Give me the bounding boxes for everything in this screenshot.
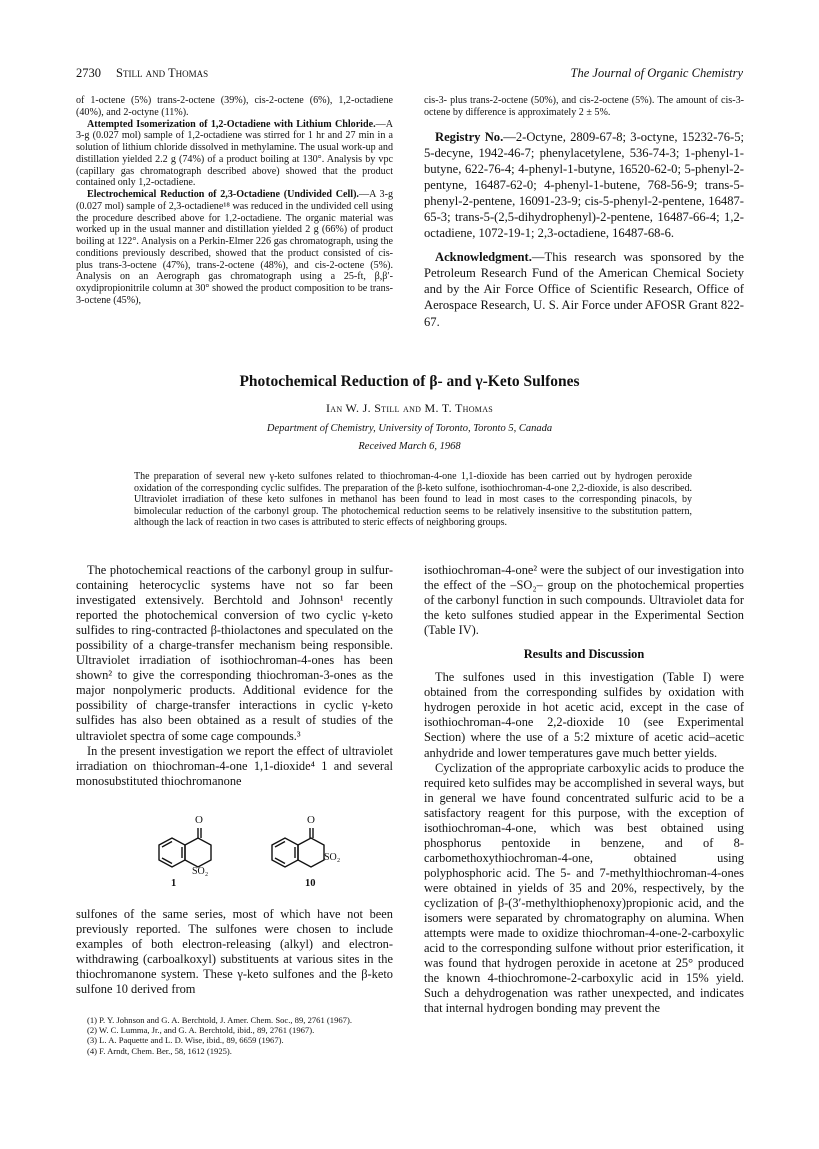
run-in-heading: Attempted Isomerization of 1,2-Octadiene with Lithium Chloride. (87, 118, 376, 130)
so2-label-10: SO₂ (324, 852, 341, 863)
sulfone-ring-1 (185, 838, 211, 867)
footnote: (4) F. Arndt, Chem. Ber., 58, 1612 (1925). (87, 1045, 232, 1056)
paragraph: In the present investigation we report the effect of ultraviolet irradiation on thiochroman-4-one 1,1-dioxide⁴ 1 and several monosubstituted thiochromanone (76, 743, 393, 788)
affiliation: Department of Chemistry, University of Toronto, Toronto 5, Canada (266, 423, 553, 434)
footnote: (2) W. C. Lumma, Jr., and G. A. Berchtold, ibid., 89, 2761 (1967). (87, 1025, 315, 1036)
paragraph-text: —2-Octyne, 2809-67-8; 3-octyne, 15232-76-5; 5-decyne, 1942-46-7; phenylacetylene, 536-74-3; 1-phenyl-1-butyne, 622-76-4; 4-phenyl-1-butyne, 16520-62-0; 5-phenyl-2-pentyne, 16487-62-0; 4-phenyl-1-butene, 768-56-9; trans-5-phenyl-2-pentene, 16091-23-9; cis-5-phenyl-2-pentene, 16487-65-3; trans-5-(2,5-dihydrophenyl)-2-pentene, 16487-66-4; 1,2-octadiene, 1072-19-1; 2,3-octadiene, 16487-68-6. (424, 129, 744, 241)
paragraph: cis-3- plus trans-2-octene (50%), and cis-2-octene (5%). The amount of cis-3-octene by difference is approximately 2 ± 5%. (424, 95, 744, 118)
chemical-structures (134, 814, 384, 889)
paragraph: of 1-octene (5%) trans-2-octene (39%), cis-2-octene (6%), 1,2-octadiene (40%), and 2-octyne (11%). (76, 95, 393, 118)
run-in-heading: Registry No. (435, 129, 504, 144)
carbonyl-o-label-10: O (307, 814, 315, 826)
run-in-heading: Acknowledgment. (435, 250, 532, 265)
prev-article-left-column (76, 95, 393, 307)
benzene-ring-10 (272, 838, 298, 867)
section-heading: Results and Discussion (523, 647, 645, 662)
paragraph-text: —A 3-g (0.027 mol) sample of 2,3-octadiene¹⁸ was reduced in the undivided cell using the procedure described above for 1,2-octadiene. The organic material was worked up in the usual manner and distillation yielded 2 g (66%) of product boiling at 122°. Analysis on a Perkin-Elmer 226 gas chromatograph, using the conditions previously described, showed that the product consisted of cis- plus trans-3-octene (47%), trans-2-octene (48%), and cis-2-octene (5%). Analysis on an Aerograph gas chromatograph using a 25-ft, β,β′-oxydipropionitrile column at 30° showed the product composition to be trans-3-octene (45%), (76, 189, 393, 306)
paragraph: sulfones of the same series, most of which have not been previously reported. The sulfones were chosen to include examples of both electron-releasing (alkyl) and electron-withdrawing (carboalkoxyl) substituents at various sites in the thiochromanone system. These γ-keto sulfones and the β-keto sulfone 10 derived from (76, 907, 393, 997)
footnote: (1) P. Y. Johnson and G. A. Berchtold, J. Amer. Chem. Soc., 89, 2761 (1967). (87, 1015, 352, 1025)
journal-name: The Journal of Organic Chemistry (570, 66, 743, 80)
running-authors: Still and Thomas (116, 66, 209, 80)
paragraph (76, 119, 393, 190)
paragraph (76, 189, 393, 307)
registry-paragraph (424, 129, 744, 242)
paragraph: The photochemical reactions of the carbonyl group in sulfur-containing heterocyclic systems have not so far been investigated extensively. Berchtold and Johnson¹ recently reported the photochemical conversion of two cyclic γ-keto sulfides to ring-contracted β-thiolactones and speculated on the possibility of a charge-transfer mechanism being responsible. Ultraviolet irradiation of isothiochroman-4-ones has been shown² to give the corresponding thiochroman-3-ones as the major nonpolymeric products. Additional evidence for the possibility of charge-transfer interactions in cyclic γ-keto sulfides has also been obtained as a result of studies of the ultraviolet spectra of some cage compounds.³ (76, 563, 393, 743)
paragraph: Cyclization of the appropriate carboxylic acids to produce the required keto sulfides may be accomplished in several ways, but in general we have found concentrated sulfuric acid to be a satisfactory reagent for this purpose, with the exception of isothiochroman-4-one, which was best obtained using phosphorus pentoxide in benzene, and of 8-carbomethoxythiochroman-4-one, obtained using polyphosphoric acid. The 5- and 7-methylthiochroman-4-ones were obtained in yields of 35 and 20%, respectively, by the cyclization of β-(3′-methylthiophenoxy)propionic acid, and the isomers were separated by chromatography on alumina. When attempts were made to oxidize thiochroman-4-one-2-carboxylic acid to the corresponding sulfone without prior esterification, it was found that hydrogen peroxide in acetone at 25° produced the known 4-thiochromone-2-carboxylic acid in 15% yield. Such a dehydrogenation was rather unexpected, and indicates that internal hydrogen bonding may prevent the (424, 760, 744, 1016)
footnote: (3) L. A. Paquette and L. D. Wise, ibid., 89, 6659 (1967). (87, 1035, 284, 1046)
paragraph-text: —A 3-g (0.027 mol) sample of 1,2-octadiene was stirred for 1 hr and 27 min in a solution of lithium chloride dissolved in methylamine. The usual work-up and distillation yielded 2.2 g (74%) of a product boiling at 130°. Analysis by vpc (capillary gas chromatograph described above) showed that the product contained only 1,2-octadiene. (76, 118, 393, 189)
prev-article-right-column (424, 95, 744, 330)
paragraph: The sulfones used in this investigation (Table I) were obtained from the corresponding sulfides by oxidation with hydrogen peroxide in hot acetic acid, except in the case of isothiochroman-4-one 2,2-dioxide 10 (see Experimental Section) where the use of a 5:2 mixture of acetic acid–acetic anhydride and lower temperatures gave much better yields. (424, 670, 744, 760)
so2-label-1: SO₂ (192, 866, 209, 877)
main-left-column (76, 563, 393, 789)
benzene-ring-1 (159, 838, 185, 867)
acknowledgment-paragraph (424, 249, 744, 329)
compound-number-10: 10 (305, 878, 316, 889)
page-number: 2730 (76, 66, 101, 80)
paragraph: isothiochroman-4-one² were the subject of our investigation into the effect of the –SO₂– group on the photochemical properties of the carbonyl function in such compounds. Ultraviolet data for the keto sulfones studied appear in the Experimental Section (Table IV). (424, 563, 744, 638)
abstract: The preparation of several new γ-keto sulfones related to thiochroman-4-one 1,1-dioxide has been carried out by hydrogen peroxide oxidation of the corresponding cyclic sulfides. The preparation of the β-keto sulfone, isothiochroman-4-one 2,2-dioxide, is also described. Ultraviolet irradiation of these keto sulfones in methanol has been found to lead in most cases to the corresponding pinacols, by bimolecular reduction of the carbonyl group. The photochemical reduction seems to be relatively insensitive to the substitution pattern, although the lack of reaction in two cases is attributed to steric effects of neighboring groups. (134, 471, 692, 529)
main-right-column (424, 563, 744, 1016)
compound-number-1: 1 (171, 878, 177, 889)
main-left-column-continued (76, 907, 393, 997)
run-in-heading: Electrochemical Reduction of 2,3-Octadiene (Undivided Cell). (87, 189, 359, 200)
footnotes (76, 1015, 393, 1056)
article-authors: Ian W. J. Still and M. T. Thomas (325, 401, 494, 415)
received-date: Received March 6, 1968 (358, 441, 461, 452)
carbonyl-o-label-1: O (195, 814, 203, 826)
article-title: Photochemical Reduction of β- and γ-Keto Sulfones (239, 373, 580, 390)
paragraph-text: —This research was sponsored by the Petroleum Research Fund of the American Chemical Society and by the Air Force Office of Scientific Research, Office of Aerospace Research, U. S. Air Force under AFOSR Grant 822-67. (424, 250, 744, 329)
sulfone-ring-10 (298, 838, 324, 867)
